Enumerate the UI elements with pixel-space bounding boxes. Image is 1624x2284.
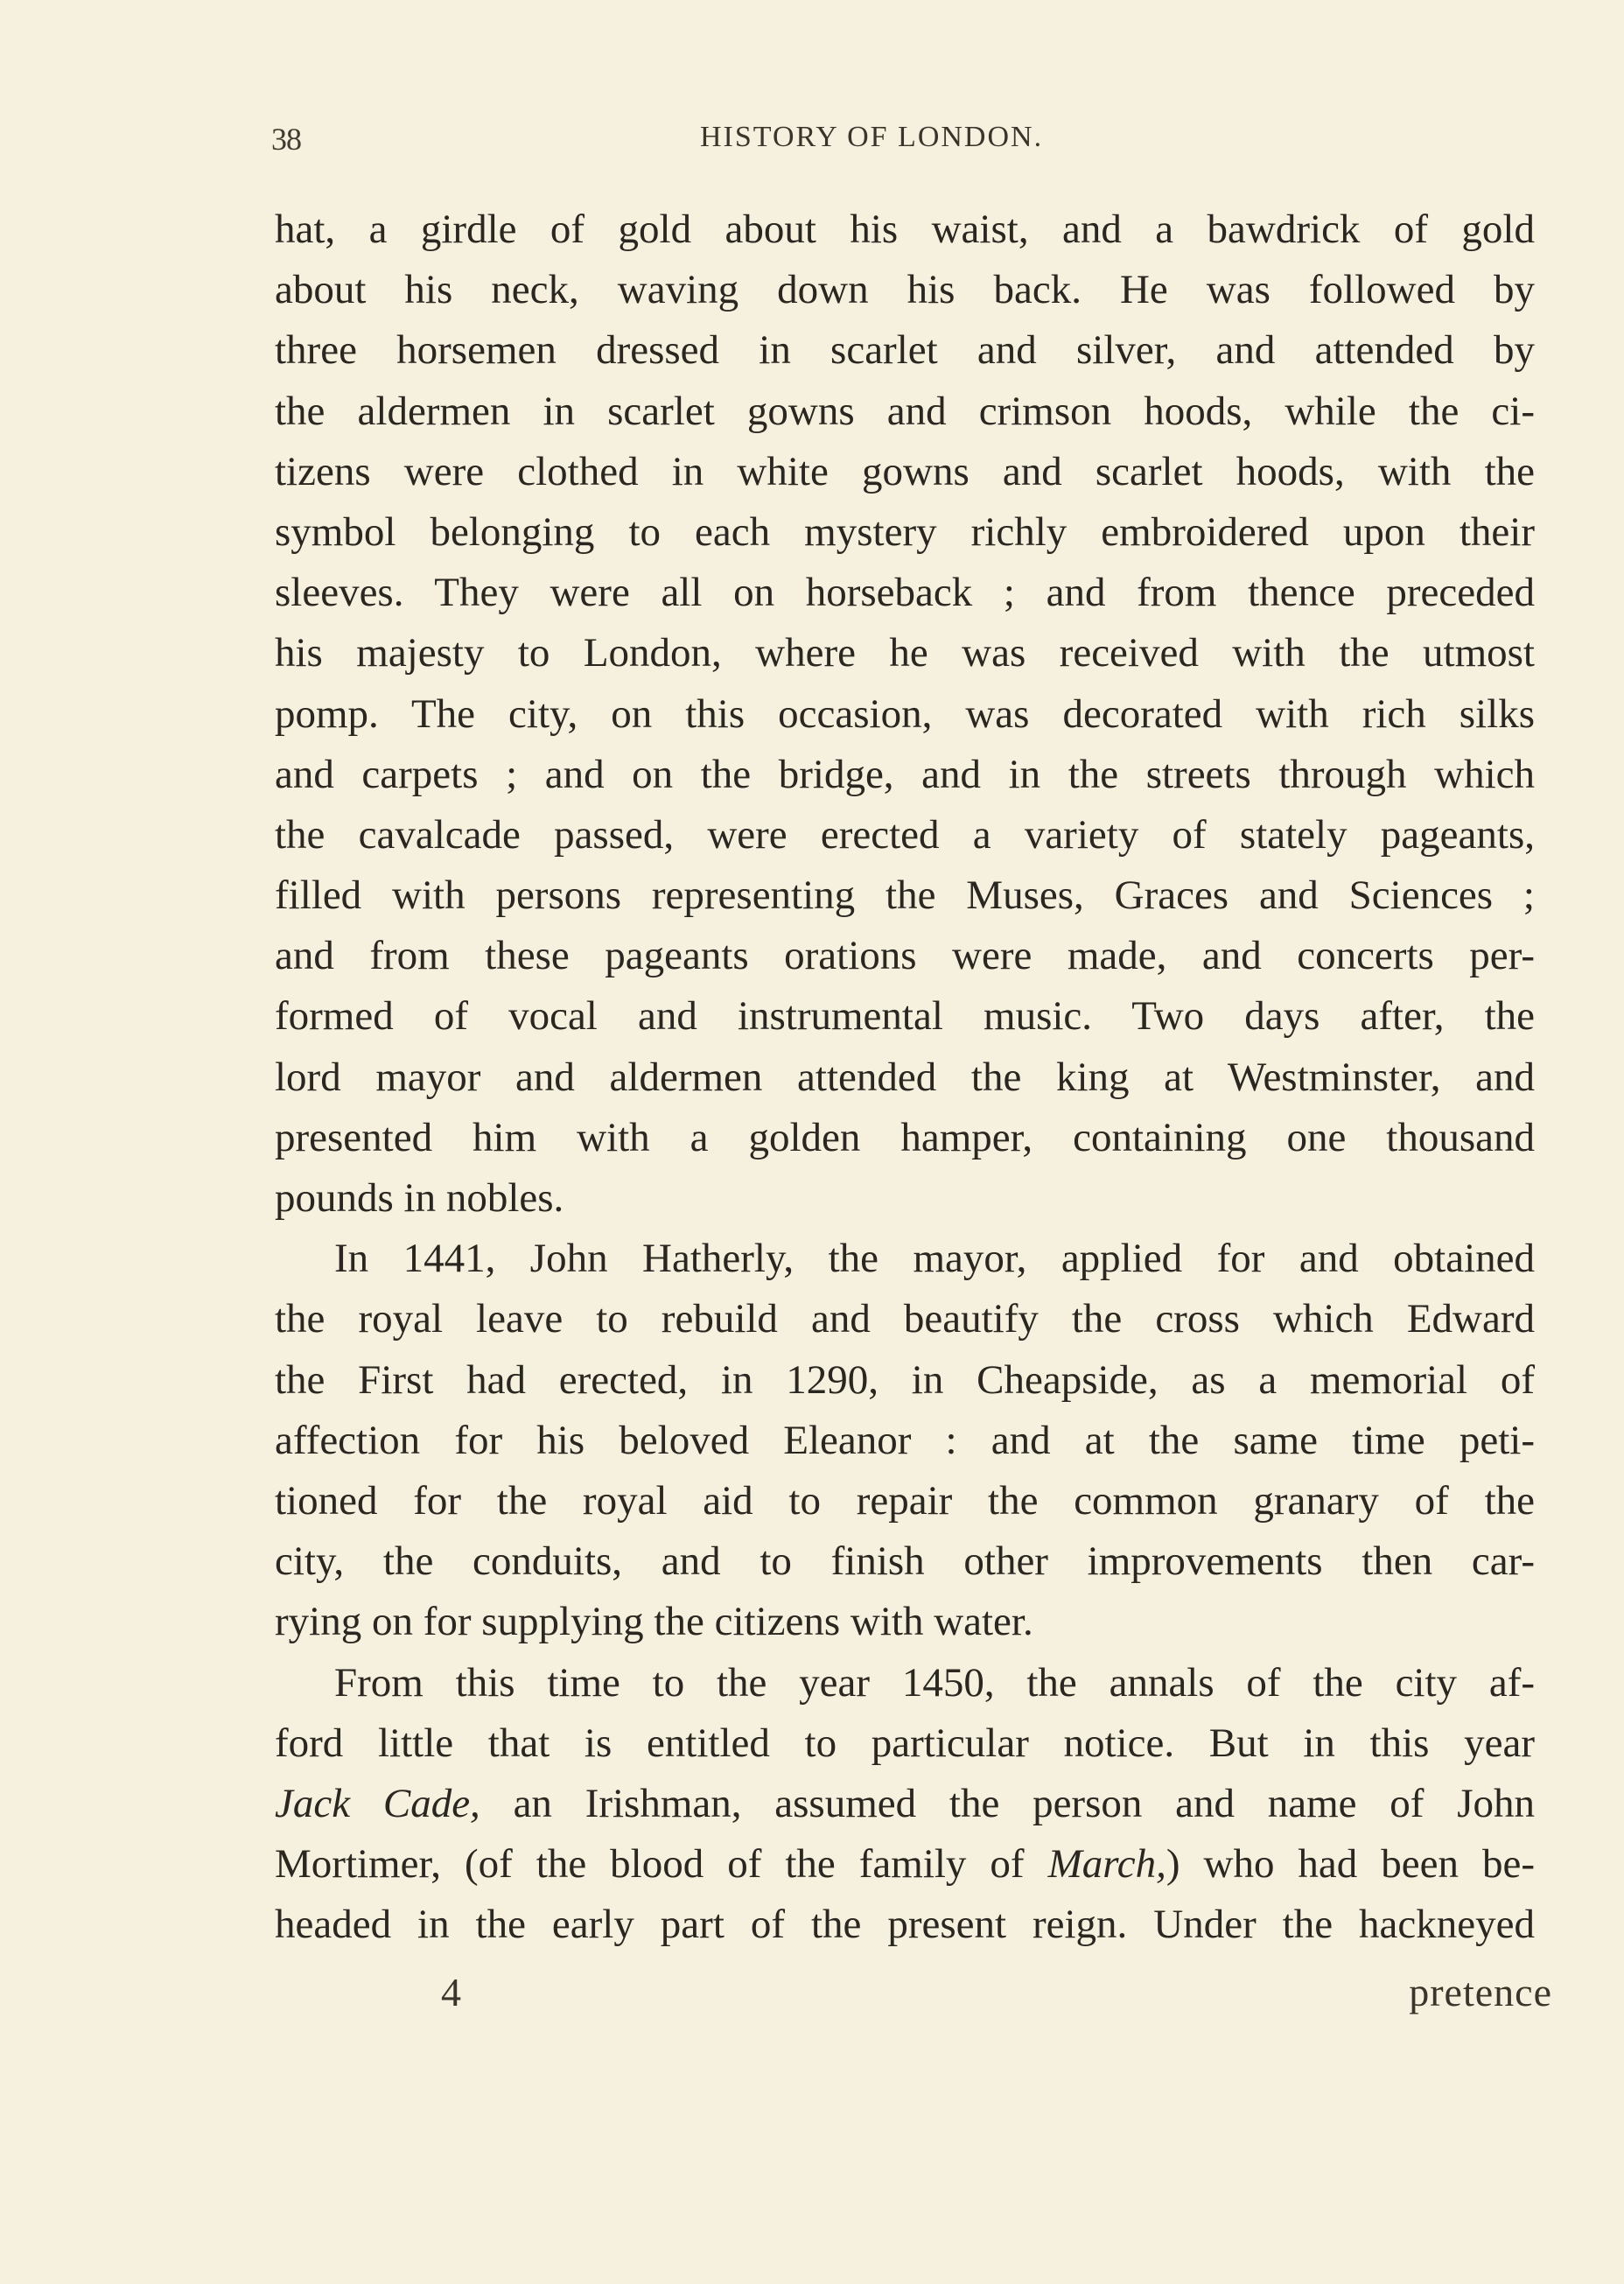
running-head: HISTORY OF LONDON. [700, 121, 1044, 153]
text-line: filled with persons representing the Muses, Graces and Sciences ; [275, 872, 1535, 919]
text-line: symbol belonging to each mystery richly embroidered upon their [275, 508, 1535, 555]
text-line: the First had erected, in 1290, in Cheapside, as a memorial of [275, 1356, 1535, 1403]
text-line: tioned for the royal aid to repair the common granary of the [275, 1477, 1535, 1524]
text-line: sleeves. They were all on horseback ; and from thence preceded [275, 570, 1535, 616]
text-line: the royal leave to rebuild and beautify the cross which Edward [275, 1296, 1535, 1342]
text-line: lord mayor and aldermen attended the king at Westminster, and [275, 1054, 1535, 1100]
text-line: formed of vocal and instrumental music. Two days after, the [275, 993, 1535, 1040]
text-line: three horsemen dressed in scarlet and silver, and attended by [275, 327, 1535, 374]
text-line: ford little that is entitled to particular notice. But in this year [275, 1720, 1535, 1766]
text-line [275, 1774, 1535, 1834]
line-segment: Mortimer, (of the blood of the family of [275, 1841, 1048, 1888]
text-line: hat, a girdle of gold about his waist, and a bawdrick of gold [275, 207, 1535, 252]
line-segment: an Irishman, assumed the person and name of John [480, 1780, 1535, 1826]
text-line [275, 1834, 1535, 1895]
text-line: tizens were clothed in white gowns and scarlet hoods, with the [275, 448, 1535, 494]
line-segment: ) who had been be- [1166, 1841, 1535, 1888]
text-line: the cavalcade passed, were erected a variety of stately pageants, [275, 811, 1535, 858]
paragraph-end-line: pounds in nobles. [275, 1175, 564, 1221]
text-line: the aldermen in scarlet gowns and crimson hoods, while the ci- [275, 388, 1535, 434]
text-line: and from these pageants orations were made, and concerts per- [275, 933, 1535, 979]
signature-mark: 4 [441, 1970, 461, 2014]
italic-name: Jack Cade, [275, 1780, 480, 1826]
page-number: 38 [271, 122, 301, 157]
body-text [275, 200, 1535, 1955]
text-line: affection for his beloved Eleanor : and at the same time peti- [275, 1417, 1535, 1463]
page-footer [275, 1969, 1552, 2021]
text-line: about his neck, waving down his back. He was followed by [275, 267, 1535, 313]
text-line: his majesty to London, where he was received with the utmost [275, 630, 1535, 676]
text-line: and carpets ; and on the bridge, and in the streets through which [275, 751, 1535, 797]
page-header [271, 121, 1531, 173]
paragraph-start-line: In 1441, John Hatherly, the mayor, applied for and obtained [334, 1236, 1535, 1282]
paragraph-start-line: From this time to the year 1450, the annals of the city af- [334, 1659, 1535, 1706]
text-line: pomp. The city, on this occasion, was decorated with rich silks [275, 690, 1535, 737]
text-line: headed in the early part of the present reign. Under the hackneyed [275, 1902, 1535, 1948]
paragraph-end-line: rying on for supplying the citizens with water. [275, 1599, 1033, 1645]
text-line: presented him with a golden hamper, containing one thousand [275, 1114, 1535, 1160]
text-line: city, the conduits, and to finish other improvements then car- [275, 1538, 1535, 1585]
italic-name: March, [1047, 1841, 1166, 1888]
catchword: pretence [1409, 1970, 1552, 2014]
